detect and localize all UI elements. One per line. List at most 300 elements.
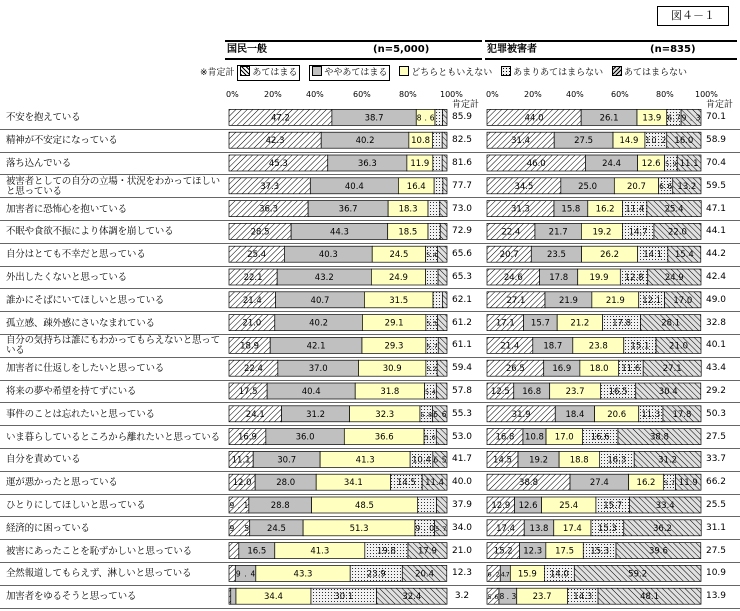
bar-value-label: 18.0	[589, 364, 609, 375]
row-label: 自分を責めている	[6, 454, 81, 466]
bar-value-label: 30.9	[382, 364, 402, 375]
total-value-general: 41.7	[451, 454, 473, 465]
legend-text-4: あてはまらない	[623, 68, 687, 78]
bar-value-label: 16.8	[495, 432, 515, 443]
row-label: 経済的に困っている	[6, 522, 90, 534]
bar-value-label: 17.4	[562, 523, 582, 534]
bar-segment-general	[437, 246, 447, 262]
tick-general-0: 0%	[226, 90, 239, 99]
total-value-general: 85.9	[451, 112, 473, 123]
bar-value-label: 31.4	[511, 136, 531, 147]
total-value-general: 21.0	[451, 545, 473, 556]
total-value-general: 82.5	[451, 135, 473, 146]
bar-value-label: 5.6	[424, 433, 436, 442]
group-n-victim: (n=835)	[650, 44, 696, 55]
bar-value-label: 22.1	[243, 273, 263, 283]
bar-value-label: 11.1	[679, 159, 699, 169]
bar-segment-general	[433, 292, 442, 308]
bar-value-label: 15.7	[603, 501, 623, 511]
bar-value-label: 24.6	[503, 273, 523, 283]
bar-value-label: 14.9	[619, 136, 639, 147]
bar-value-label: 16.4	[406, 181, 426, 192]
bar-value-label: 15.8	[561, 204, 581, 215]
tick-general-80: 80%	[399, 90, 417, 99]
bar-value-label: 16.0	[674, 136, 694, 147]
bar-value-label: 21.7	[548, 227, 568, 238]
bar-segment-general	[434, 178, 443, 194]
bar-value-label: 5.8	[420, 410, 433, 419]
bar-value-label: 25.4	[559, 501, 579, 511]
bar-segment-general	[437, 360, 447, 376]
bar-value-label: 22.4	[243, 364, 263, 375]
bar-value-label: 6.6	[659, 181, 673, 191]
bar-value-label: 10.8	[525, 432, 544, 443]
bar-value-label: 20.4	[415, 569, 435, 580]
bar-value-label: 16.3	[607, 455, 627, 466]
bar-value-label: 21.4	[500, 341, 520, 352]
bar-value-label: 29.1	[384, 318, 404, 329]
bar-value-label: 9.4	[235, 569, 256, 579]
bar-segment-general	[442, 292, 447, 308]
total-value-general: 34.0	[451, 522, 473, 533]
tick-victim-0: 0%	[486, 90, 499, 99]
bar-segment-general	[432, 132, 442, 148]
bar-value-label: 25.4	[664, 204, 684, 215]
bar-segment-general	[229, 543, 239, 559]
total-value-victim: 40.1	[705, 340, 727, 351]
total-value-general: 37.9	[451, 500, 473, 510]
total-value-victim: 29.2	[705, 386, 727, 396]
bar-value-label: 17.9	[418, 546, 437, 557]
total-value-victim: 66.2	[705, 477, 727, 488]
bar-value-label: 16.2	[595, 204, 615, 215]
bar-value-label: 28.1	[661, 318, 681, 329]
bar-value-label: 36.0	[295, 432, 315, 443]
total-value-victim: 49.0	[705, 294, 727, 305]
total-value-victim: 10.9	[705, 568, 727, 579]
bar-value-label: 13.8	[529, 523, 549, 534]
bar-value-label: 15.3	[597, 523, 617, 534]
bar-value-label: 33.4	[655, 501, 675, 511]
bar-value-label: 32.4	[402, 592, 422, 603]
total-value-general: 72.9	[451, 226, 473, 237]
bar-value-label: 6.6	[433, 409, 447, 419]
bar-value-label: 24.9	[664, 273, 684, 283]
total-value-victim: 44.1	[705, 226, 727, 237]
bar-value-label: 45.3	[268, 159, 288, 169]
bar-value-label: 5.7	[426, 342, 438, 351]
total-value-victim: 43.4	[705, 363, 727, 374]
bar-segment-general	[417, 497, 436, 513]
total-value-general: 12.3	[451, 568, 473, 579]
bar-value-label: 30.7	[277, 455, 297, 466]
bar-value-label: 12.8	[624, 273, 644, 283]
bar-value-label: 23.7	[532, 592, 552, 603]
bar-value-label: 40.2	[309, 318, 329, 329]
bar-value-label: 26.5	[505, 364, 525, 375]
bar-value-label: 41.3	[355, 455, 375, 466]
total-value-general: 53.0	[451, 431, 473, 442]
bar-value-label: 16.5	[247, 546, 267, 557]
bar-value-label: 28.0	[276, 478, 296, 489]
row-label: 誰かにそばにいてほしいと思っている	[6, 294, 165, 306]
bar-value-label: 40.4	[301, 387, 321, 397]
row-label: 全然報道してもらえず、淋しいと思っている	[6, 568, 192, 580]
total-value-victim: 58.9	[705, 135, 727, 146]
bar-value-label: 11.4	[425, 478, 445, 489]
bar-value-label: 5.3	[426, 319, 437, 328]
figure-label: 図４－１	[657, 6, 729, 26]
bar-value-label: 20.7	[627, 181, 646, 192]
bar-value-label: 31.5	[389, 295, 409, 306]
bar-value-label: 36.3	[357, 159, 377, 169]
bar-value-label: 48.1	[640, 592, 660, 603]
total-caption-general: 肯定計	[452, 100, 480, 110]
bar-value-label: 21.0	[242, 318, 262, 329]
bar-value-label: 16.9	[237, 432, 257, 443]
bar-value-label: 14.1	[643, 250, 663, 261]
bar-value-label: 24.9	[389, 273, 408, 283]
row-label: 被害者としての自分の立場・状況をわかってほしいと思っている	[6, 175, 220, 197]
bar-value-label: 44.0	[524, 113, 544, 124]
bar-value-label: 36.7	[338, 204, 358, 215]
bar-value-label: 11.6	[621, 364, 641, 375]
bar-segment-general	[440, 201, 447, 217]
bar-value-label: 9.5	[229, 523, 250, 533]
bar-value-label: 12.3	[523, 546, 543, 557]
bar-value-label: 9.0	[415, 523, 435, 533]
total-value-victim: 27.5	[705, 545, 727, 556]
row-label: 加害者に仕返しをしたいと思っている	[6, 363, 165, 375]
total-value-general: 55.3	[451, 408, 473, 419]
bar-value-label: 23.7	[565, 387, 585, 397]
bar-value-label: 36.2	[653, 523, 672, 534]
bar-segment-general	[231, 588, 236, 604]
total-value-general: 65.3	[451, 272, 473, 282]
bar-value-label: 40.2	[355, 136, 375, 147]
bar-value-label: 21.9	[558, 295, 578, 306]
bar-value-label: 12.5	[490, 387, 510, 397]
bar-value-label: 9.1	[229, 501, 249, 510]
total-value-general: 59.4	[451, 363, 473, 374]
bar-value-label: 5.7	[435, 524, 447, 533]
bar-value-label: 42.1	[306, 341, 326, 352]
bar-value-label: 13.2	[677, 181, 697, 192]
bar-value-label: 32.3	[375, 409, 395, 420]
total-value-general: 61.1	[451, 340, 473, 351]
bar-value-label: 40.7	[310, 295, 330, 306]
legend-text-0: あてはまる	[252, 68, 298, 78]
bar-value-label: 11.3	[641, 409, 661, 420]
total-value-victim: 13.9	[705, 591, 727, 602]
bar-value-label: 44.3	[329, 227, 349, 238]
bar-segment-general	[440, 223, 447, 239]
bar-value-label: 16.6	[590, 432, 610, 443]
bar-value-label: 17.8	[672, 409, 692, 420]
bar-value-label: 16.8	[522, 387, 542, 397]
row-label: いま暮らしているところから離れたいと思っている	[6, 431, 220, 443]
bar-value-label: 37.3	[260, 181, 280, 192]
bar-value-label: 5.9	[665, 160, 677, 168]
bar-value-label: 51.3	[349, 523, 369, 534]
tick-victim-40: 40%	[566, 90, 584, 99]
bar-segment-general	[443, 178, 447, 194]
total-value-victim: 50.3	[705, 408, 727, 419]
bar-value-label: 36.3	[259, 204, 279, 215]
bar-value-label: 4.7	[500, 570, 510, 579]
bar-value-label: 27.4	[589, 478, 609, 489]
legend-text-2: どちらともいえない	[411, 68, 493, 78]
legend-prefix: ※肯定計	[200, 68, 235, 78]
row-label: 外出したくないと思っている	[6, 271, 127, 283]
bar-value-label: 46.0	[526, 159, 546, 169]
bar-value-label: 31.3	[511, 204, 530, 215]
bar-value-label: 15.4	[674, 250, 694, 261]
bar-value-label: 24.5	[266, 523, 286, 534]
tick-victim-100: 100%	[695, 90, 718, 99]
total-value-general: 3.2	[454, 591, 470, 602]
bar-value-label: 16.2	[636, 478, 656, 489]
bar-value-label: 31.2	[658, 455, 678, 466]
total-value-general: 65.6	[451, 249, 473, 260]
bar-value-label: 31.2	[306, 409, 326, 420]
bar-value-label: 15.2	[493, 546, 513, 557]
total-value-victim: 25.5	[705, 500, 727, 510]
row-label: 自分の気持ちは誰にもわかってもらえないと思っている	[6, 335, 220, 357]
bar-value-label: 25.4	[247, 250, 267, 261]
bar-value-label: 26.1	[599, 113, 619, 124]
bar-value-label: 21.0	[669, 341, 688, 352]
bar-value-label: 15.7	[530, 318, 550, 329]
bar-value-label: 11.9	[678, 478, 698, 489]
tick-victim-60: 60%	[611, 90, 629, 99]
bar-segment-general	[442, 132, 447, 148]
bar-value-label: 13.9	[642, 113, 662, 124]
bar-value-label: 48.5	[355, 501, 374, 511]
tick-general-100: 100%	[440, 90, 463, 99]
bar-segment-general	[438, 269, 447, 285]
total-value-general: 61.2	[451, 317, 473, 328]
bar-value-label: 43.3	[293, 569, 313, 580]
bar-segment-general	[438, 337, 447, 353]
bar-value-label: 14.5	[493, 455, 512, 466]
bar-value-label: 30.1	[334, 592, 354, 603]
bar-segment-general	[442, 155, 447, 171]
bar-value-label: 17.0	[554, 432, 574, 443]
bar-value-label: 23.9	[366, 569, 386, 580]
row-label: 精神が不安定になっている	[6, 135, 118, 147]
row-label: 自分はとても不幸だと思っている	[6, 249, 146, 261]
bar-segment-general	[437, 315, 447, 331]
bar-value-label: 22.4	[501, 227, 521, 238]
total-value-victim: 33.7	[705, 454, 727, 465]
bar-value-label: 5.6	[487, 593, 499, 602]
bar-segment-general	[436, 429, 447, 445]
total-value-general: 57.8	[451, 386, 473, 396]
bar-value-label: 23.5	[546, 250, 566, 261]
bar-value-label: 24.4	[602, 159, 622, 169]
total-value-general: 62.1	[451, 294, 473, 305]
bar-value-label: 59.2	[628, 569, 648, 580]
bar-value-label: 42.3	[265, 136, 285, 147]
bar-segment-general	[426, 269, 438, 285]
group-name-general: 国民一般	[227, 44, 267, 55]
bar-value-label: 14.7	[628, 227, 648, 238]
bar-value-label: 20.7	[499, 250, 519, 261]
bar-value-label: 5.4	[425, 388, 436, 396]
bar-segment-general	[428, 223, 440, 239]
total-value-general: 73.0	[451, 203, 473, 214]
bar-value-label: 17.5	[238, 387, 258, 397]
bar-value-label: 18.5	[398, 227, 418, 238]
bar-value-label: 17.8	[549, 273, 569, 283]
total-value-victim: 31.1	[705, 522, 727, 533]
bar-value-label: 25.0	[578, 181, 598, 192]
bar-value-label: 9.3	[681, 113, 701, 123]
bar-segment-general	[428, 201, 440, 217]
total-value-victim: 47.1	[705, 203, 727, 214]
bar-value-label: 27.5	[574, 136, 594, 147]
bar-value-label: 47.2	[270, 113, 290, 124]
bar-value-label: 29.3	[384, 341, 404, 352]
bar-value-label: 11.4	[625, 204, 645, 215]
bar-value-label: 10.4	[412, 455, 431, 466]
bar-value-label: 14.3	[573, 592, 593, 603]
bar-value-label: 6.7	[667, 113, 681, 123]
total-value-victim: 44.2	[705, 249, 727, 260]
row-label: 加害者をゆるそうと思っている	[6, 591, 137, 603]
bar-value-label: 14.0	[549, 569, 569, 580]
row-label: ひとりにしてほしいと思っている	[6, 499, 146, 511]
total-value-victim: 70.1	[705, 112, 727, 123]
total-value-victim: 42.4	[705, 272, 727, 282]
bar-value-label: 22.0	[667, 227, 687, 238]
bar-value-label: 38.8	[519, 478, 538, 489]
bar-value-label: 6.2	[487, 570, 500, 579]
bar-value-label: 14.5	[396, 478, 416, 489]
bar-value-label: 23.8	[588, 341, 608, 352]
bar-value-label: 34.5	[514, 181, 534, 192]
group-name-victim: 犯罪被害者	[487, 44, 537, 55]
bar-value-label: 26.2	[600, 250, 620, 261]
total-value-general: 77.7	[451, 180, 473, 191]
tick-general-60: 60%	[353, 90, 371, 99]
bar-value-label: 18.8	[569, 455, 589, 466]
bar-value-label: 5.4	[426, 251, 437, 260]
bar-value-label: 19.2	[592, 227, 612, 238]
bar-value-label: 12.9	[491, 501, 511, 511]
bar-value-label: 40.4	[344, 181, 364, 192]
total-value-general: 81.6	[451, 158, 473, 168]
total-value-victim: 70.4	[705, 158, 727, 168]
row-label: 落ち込んでいる	[6, 157, 72, 169]
total-value-general: 40.0	[451, 477, 473, 488]
bar-value-label: 8.6	[416, 113, 435, 123]
bar-value-label: 37.0	[308, 364, 328, 375]
legend-text-1: ややあてはまる	[324, 68, 388, 78]
bar-value-label: 34.1	[343, 478, 363, 489]
bar-value-label: 15.1	[630, 341, 650, 352]
row-label: 加害者に恐怖心を抱いている	[6, 203, 127, 215]
bar-value-label: 28.5	[250, 227, 270, 238]
total-caption-victim: 肯定計	[706, 100, 734, 110]
row-label: 被害にあったことを恥ずかしいと思っている	[6, 545, 192, 557]
bar-value-label: 10.8	[411, 136, 431, 147]
bar-value-label: 27.1	[662, 364, 682, 375]
bar-value-label: 18.3	[398, 204, 418, 215]
bar-value-label: 12.0	[232, 478, 252, 489]
tick-general-40: 40%	[306, 90, 324, 99]
row-label: 運が悪かったと思っている	[6, 477, 118, 489]
bar-value-label: 18.4	[565, 409, 585, 420]
bar-value-label: 21.4	[242, 295, 262, 306]
bar-value-label: 11.9	[410, 159, 430, 169]
bar-value-label: 17.1	[495, 318, 515, 329]
bar-value-label: 17.4	[496, 523, 516, 534]
bar-segment-general	[435, 109, 443, 125]
tick-victim-20: 20%	[524, 90, 542, 99]
bar-segment-general	[433, 155, 442, 171]
row-label: 将来の夢や希望を持てずにいる	[6, 385, 137, 397]
row-label: 不眠や食欲不振により体調を崩している	[6, 226, 174, 238]
bar-value-label: 30.4	[658, 387, 678, 397]
bar-value-label: 24.5	[389, 250, 409, 261]
bar-value-label: 8.3	[499, 592, 517, 602]
bar-segment-general	[437, 497, 447, 513]
bar-value-label: 19.2	[529, 455, 549, 466]
bar-value-label: 17.5	[555, 546, 575, 557]
bar-value-label: 20.6	[607, 409, 627, 420]
bar-value-label: 10.2	[645, 136, 667, 146]
bar-value-label: 38.8	[650, 432, 669, 443]
bar-value-label: 43.2	[314, 273, 334, 283]
row-label: 孤立感、疎外感にさいなまれている	[6, 317, 155, 329]
tick-victim-80: 80%	[656, 90, 674, 99]
bar-value-label: 11.1	[231, 455, 251, 466]
bar-value-label: 34.4	[264, 592, 283, 603]
bar-value-label: 15.9	[517, 569, 537, 580]
bar-value-label: 12.6	[641, 159, 661, 169]
bar-value-label: 38.7	[364, 113, 384, 124]
bar-value-label: 19.9	[589, 273, 609, 283]
bar-value-label: 21.2	[570, 318, 590, 329]
bar-value-label: 16.9	[552, 364, 572, 375]
bar-value-label: 24.1	[245, 409, 265, 420]
bar-value-label: 39.6	[648, 546, 668, 557]
row-label: 事件のことは忘れたいと思っている	[6, 408, 155, 420]
total-value-victim: 32.8	[705, 317, 727, 328]
legend-text-3: あまりあてはまらない	[513, 68, 604, 78]
bar-value-label: 40.3	[318, 250, 338, 261]
bar-segment-general	[443, 109, 447, 125]
bar-value-label: 17.8	[612, 318, 632, 329]
bar-value-label: 5.7	[663, 479, 676, 488]
bar-value-label: 18.9	[240, 341, 260, 352]
bar-segment-general	[436, 383, 447, 399]
bar-value-label: 19.8	[376, 546, 396, 557]
bar-segment-general	[229, 565, 235, 581]
bar-value-label: 5.2	[426, 365, 437, 374]
tick-general-20: 20%	[264, 90, 282, 99]
bar-value-label: 31.9	[511, 409, 531, 420]
bar-value-label: 12.6	[518, 501, 538, 511]
bar-value-label: 16.5	[608, 387, 628, 397]
total-value-victim: 27.5	[705, 431, 727, 442]
bar-value-label: 27.1	[506, 295, 526, 306]
bar-value-label: 12.1	[642, 295, 662, 306]
bar-value-label: 6.5	[433, 455, 447, 465]
bar-value-label: 28.8	[270, 501, 290, 511]
